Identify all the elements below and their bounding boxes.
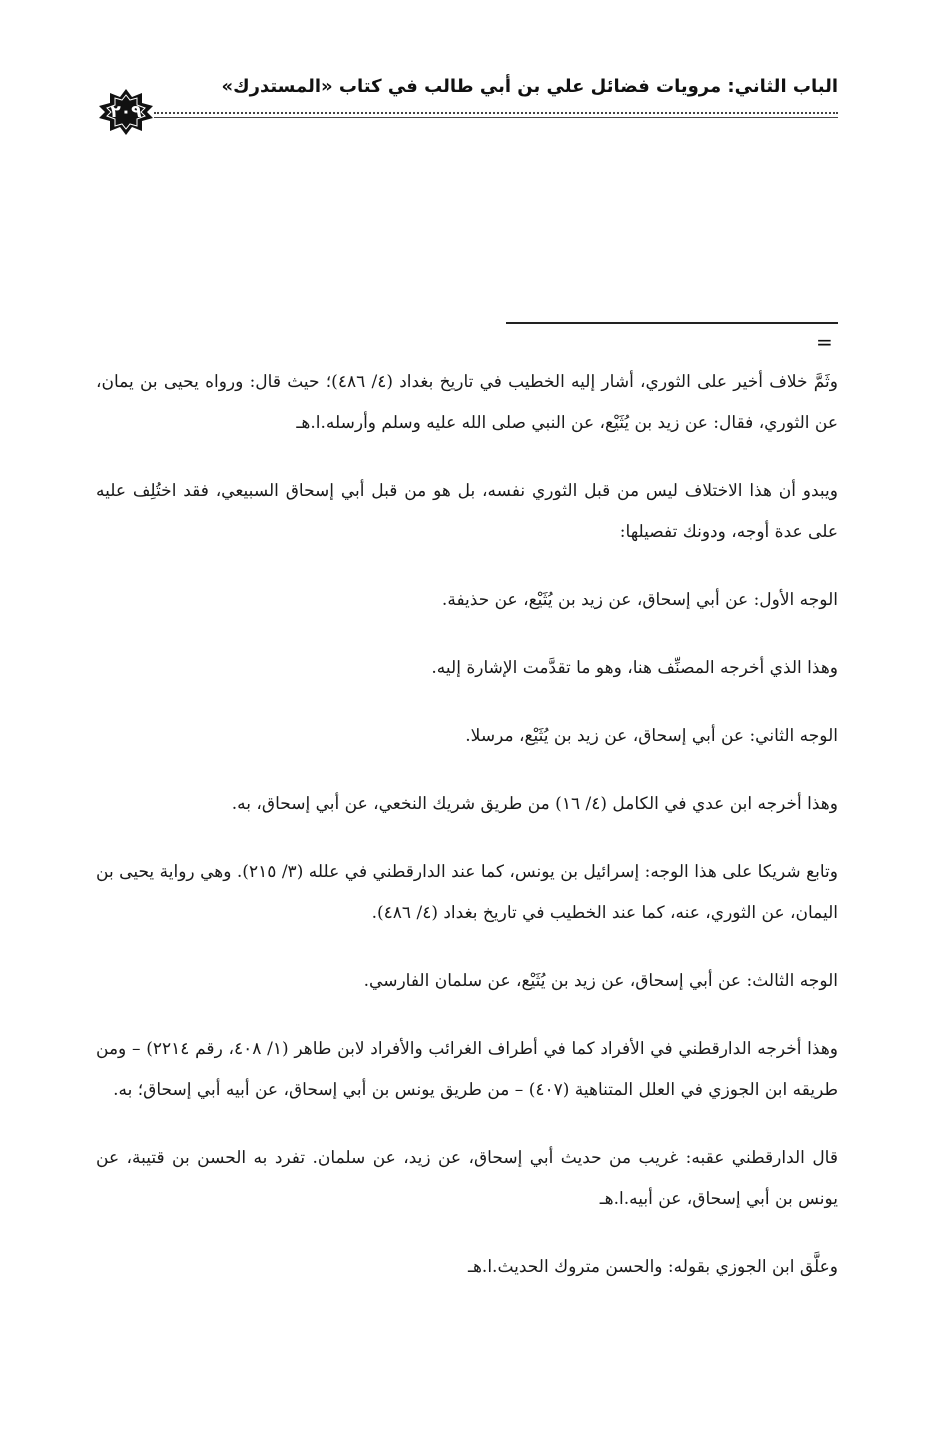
footnote-paragraph: ويبدو أن هذا الاختلاف ليس من قبل الثوري نفسه، بل هو من قبل أبي إسحاق السبيعي، فقد اختُلِف عليه على عدة أوجه، ودونك تفصيلها:	[96, 481, 838, 542]
footnote-separator	[506, 322, 838, 324]
footnote-continuation-mark: =	[816, 330, 833, 354]
footnote-paragraph: وتابع شريكا على هذا الوجه: إسرائيل بن يونس، كما عند الدارقطني في علله (٣/ ٢١٥). وهي رواية يحيى بن اليمان، عن الثوري، عنه، كما عند الخطيب في تاريخ بغداد (٤/ ٤٨٦).	[96, 862, 838, 923]
footnote-paragraph: وهذا أخرجه الدارقطني في الأفراد كما في أطراف الغرائب والأفراد لابن طاهر (١/ ٤٠٨، رقم ٢٢١٤) – ومن طريقه ابن الجوزي في العلل المتناهية (٤٠٧) – من طريق يونس بن أبي إسحاق، عن أبيه أبي إسحاق؛ به.	[96, 1039, 838, 1100]
running-title: الباب الثاني: مرويات فضائل علي بن أبي طالب في كتاب «المستدرك»	[221, 76, 838, 97]
footnote-paragraph: وهذا أخرجه ابن عدي في الكامل (٤/ ١٦) من طريق شريك النخعي، عن أبي إسحاق، به.	[231, 794, 838, 814]
running-header	[96, 70, 838, 130]
footnote-body	[96, 362, 838, 1315]
footnote-paragraph: وثَمَّ خلاف أخير على الثوري، أشار إليه الخطيب في تاريخ بغداد (٤/ ٤٨٦)؛ حيث قال: ورواه يحيى بن يمان، عن الثوري، فقال: عن زيد بن يُثَيْع، عن النبي صلى الله عليه وسلم وأرسله.ا.هـ	[96, 372, 838, 433]
page-number: ٢٠٩	[110, 102, 142, 122]
footnote-paragraph: وهذا الذي أخرجه المصنِّف هنا، وهو ما تقدَّمت الإشارة إليه.	[431, 658, 838, 678]
footnote-paragraph: الوجه الأول: عن أبي إسحاق، عن زيد بن يُثَيْع، عن حذيفة.	[441, 590, 838, 610]
footnote-paragraph: وعلَّق ابن الجوزي بقوله: والحسن متروك الحديث.ا.هـ	[467, 1257, 838, 1277]
footnote-paragraph: قال الدارقطني عقبه: غريب من حديث أبي إسحاق، عن زيد، عن سلمان. تفرد به الحسن بن قتيبة، عن يونس بن أبي إسحاق، عن أبيه.ا.هـ	[96, 1148, 838, 1209]
page-number-badge	[96, 88, 156, 136]
footnote-paragraph: الوجه الثاني: عن أبي إسحاق، عن زيد بن يُثَيْع، مرسلا.	[465, 726, 838, 746]
footnote-paragraph: الوجه الثالث: عن أبي إسحاق، عن زيد بن يُثَيْع، عن سلمان الفارسي.	[363, 971, 838, 991]
header-dotted-rule	[154, 112, 838, 114]
header-rule	[154, 117, 838, 118]
